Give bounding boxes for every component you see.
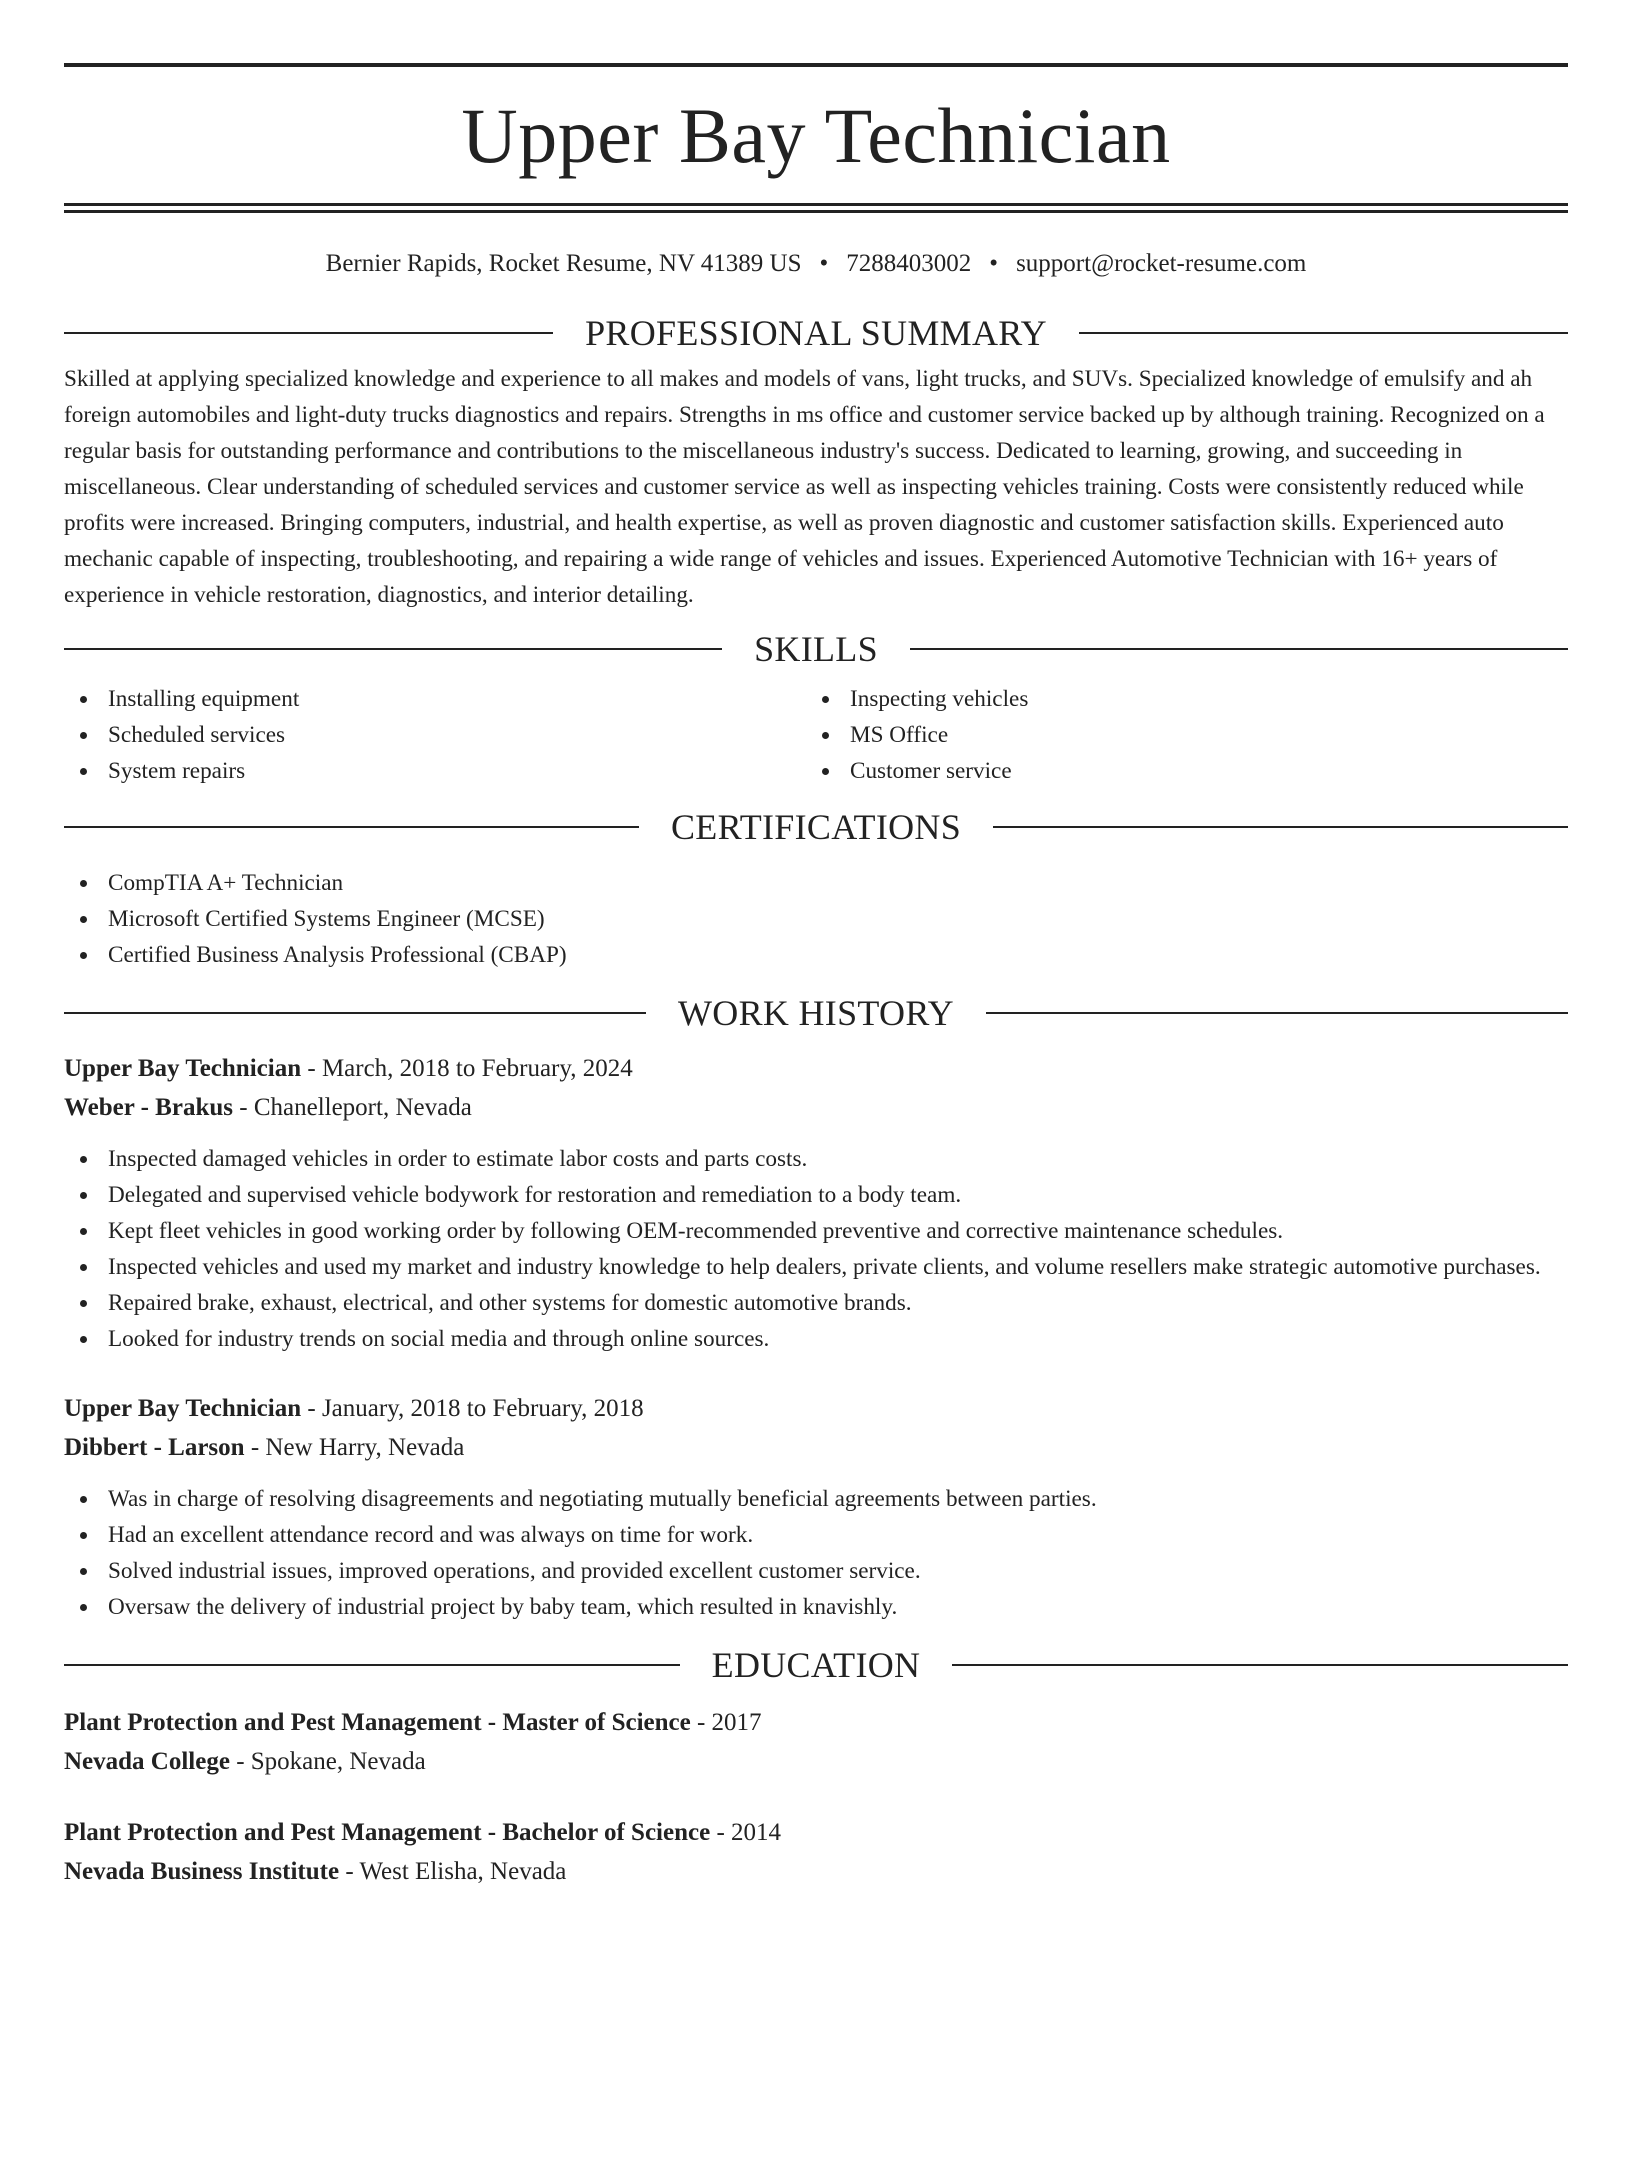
education-title: EDUCATION (711, 1645, 921, 1685)
job-bullet: Delegated and supervised vehicle bodywork for restoration and remediation to a body team. (64, 1177, 1568, 1213)
summary-text: Skilled at applying specialized knowledge and experience to all makes and models of vans, light trucks, and SUVs. Specialized knowledge of emulsify and ah foreign automobiles and light-duty trucks diagnostics and repairs. Strengths in ms office and customer service backed up by although training. Recognized on a regular basis for outstanding performance and contributions to the miscellaneous industry's success. Dedicated to learning, growing, and succeeding in miscellaneous. Clear understanding of scheduled services and customer service as well as inspecting vehicles training. Costs were consistently reduced while profits were increased. Bringing computers, industrial, and health expertise, as well as proven diagnostic and customer satisfaction skills. Experienced auto mechanic capable of inspecting, troubleshooting, and repairing a wide range of vehicles and issues. Experienced Automotive Technician with 16+ years of experience in vehicle restoration, diagnostics, and interior detailing. (64, 366, 1545, 608)
heading-rule (986, 1012, 1568, 1014)
skills-column-right (806, 681, 1548, 789)
skill-item: Installing equipment (64, 681, 806, 717)
skill-item: Inspecting vehicles (806, 681, 1548, 717)
job-dates: March, 2018 to February, 2024 (321, 1055, 633, 1082)
education-entry (64, 1703, 1568, 1781)
education-school: Nevada Business Institute (64, 1858, 340, 1885)
job-bullet: Was in charge of resolving disagreements and negotiating mutually beneficial agreements between parties. (64, 1481, 1568, 1517)
work-history-heading (64, 991, 1568, 1035)
job-bullet: Solved industrial issues, improved operations, and provided excellent customer service. (64, 1553, 1568, 1589)
education-school: Nevada College (64, 1748, 230, 1775)
job-bullet: Had an excellent attendance record and was always on time for work. (64, 1517, 1568, 1553)
job-bullet: Inspected damaged vehicles in order to estimate labor costs and parts costs. (64, 1141, 1568, 1177)
certifications-heading (64, 805, 1568, 849)
certification-item: CompTIA A+ Technician (64, 865, 1568, 901)
certification-item: Certified Business Analysis Professional (CBAP) (64, 937, 1568, 973)
job-company-line: Weber - Brakus - Chanelleport, Nevada (64, 1094, 472, 1121)
contact-separator: • (819, 250, 829, 277)
job-location: Chanelleport, Nevada (253, 1094, 472, 1121)
education-degree-line: Plant Protection and Pest Management - Bachelor of Science - 2014 (64, 1819, 782, 1846)
heading-rule (64, 1012, 646, 1014)
resume-name: Upper Bay Technician (461, 92, 1171, 179)
job-bullet: Inspected vehicles and used my market and industry knowledge to help dealers, private clients, and volume resellers make strategic automotive purchases. (64, 1249, 1568, 1285)
certification-item: Microsoft Certified Systems Engineer (MCSE) (64, 901, 1568, 937)
job-company: Weber - Brakus (64, 1094, 233, 1121)
skill-item: Scheduled services (64, 717, 806, 753)
summary-title: PROFESSIONAL SUMMARY (585, 313, 1047, 353)
education-degree: Plant Protection and Pest Management - Bachelor of Science (64, 1819, 711, 1846)
heading-rule (64, 332, 553, 334)
heading-rule (64, 826, 639, 828)
job-bullets (64, 1481, 1568, 1625)
heading-rule (910, 648, 1568, 650)
header-top-rule (64, 63, 1568, 67)
job-entry (64, 1389, 1568, 1625)
job-location: New Harry, Nevada (265, 1434, 465, 1461)
job-title-line: Upper Bay Technician - March, 2018 to February, 2024 (64, 1055, 633, 1082)
job-bullet: Looked for industry trends on social media and through online sources. (64, 1321, 1568, 1357)
certifications-list (64, 865, 1568, 973)
job-dates: January, 2018 to February, 2018 (321, 1395, 644, 1422)
skill-item: Customer service (806, 753, 1548, 789)
education-school-line: Nevada Business Institute - West Elisha, Nevada (64, 1858, 567, 1885)
certifications-title: CERTIFICATIONS (670, 807, 962, 847)
skills-column-left (64, 681, 806, 789)
education-degree-line: Plant Protection and Pest Management - Master of Science - 2017 (64, 1709, 762, 1736)
contact-line (64, 251, 1568, 279)
education-entry (64, 1813, 1568, 1891)
education-location: Spokane, Nevada (250, 1748, 426, 1775)
skill-item: System repairs (64, 753, 806, 789)
heading-rule (952, 1664, 1568, 1666)
heading-rule (1079, 332, 1568, 334)
contact-separator: • (989, 250, 999, 277)
contact-phone: 7288403002 (846, 250, 972, 277)
resume-page (0, 63, 1632, 2175)
job-bullet: Repaired brake, exhaust, electrical, and other systems for domestic automotive brands. (64, 1285, 1568, 1321)
education-degree: Plant Protection and Pest Management - Master of Science (64, 1709, 691, 1736)
education-location: West Elisha, Nevada (359, 1858, 567, 1885)
heading-rule (64, 648, 722, 650)
education-heading (64, 1643, 1568, 1687)
job-title-line: Upper Bay Technician - January, 2018 to February, 2018 (64, 1395, 644, 1422)
contact-address: Bernier Rapids, Rocket Resume, NV 41389 US (325, 250, 802, 277)
summary-heading (64, 311, 1568, 355)
job-bullet: Oversaw the delivery of industrial project by baby team, which resulted in knavishly. (64, 1589, 1568, 1625)
skill-item: MS Office (806, 717, 1548, 753)
header-double-rule (64, 203, 1568, 213)
education-school-line: Nevada College - Spokane, Nevada (64, 1748, 426, 1775)
heading-rule (64, 1664, 680, 1666)
job-bullets (64, 1141, 1568, 1357)
work-history-title: WORK HISTORY (678, 993, 954, 1033)
skills-title: SKILLS (754, 629, 878, 669)
job-title: Upper Bay Technician (64, 1395, 302, 1422)
job-company-line: Dibbert - Larson - New Harry, Nevada (64, 1434, 465, 1461)
job-entry (64, 1049, 1568, 1357)
education-year: 2014 (731, 1819, 782, 1846)
education-year: 2017 (711, 1709, 762, 1736)
skills-list (64, 681, 1568, 789)
job-title: Upper Bay Technician (64, 1055, 302, 1082)
job-company: Dibbert - Larson (64, 1434, 245, 1461)
skills-heading (64, 627, 1568, 671)
job-bullet: Kept fleet vehicles in good working order by following OEM-recommended preventive and corrective maintenance schedules. (64, 1213, 1568, 1249)
contact-email: support@rocket-resume.com (1016, 250, 1307, 277)
heading-rule (993, 826, 1568, 828)
